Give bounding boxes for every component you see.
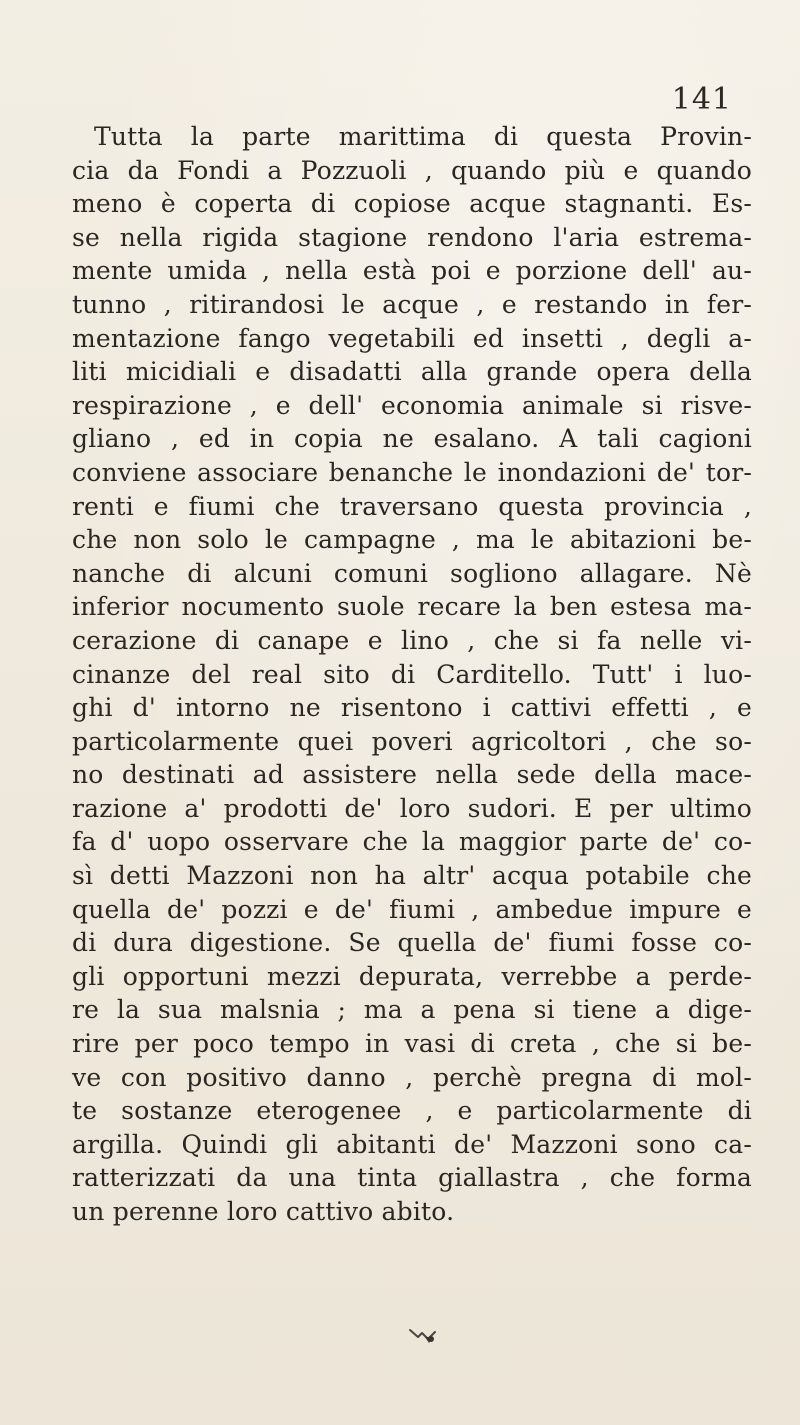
text-line: ve con positivo danno , perchè pregna di mol- xyxy=(72,1062,752,1092)
text-line: quella de' pozzi e de' fiumi , ambedue impure e xyxy=(72,894,752,924)
text-line: Tutta la parte marittima di questa Provin- xyxy=(94,122,752,151)
text-line: re la sua malsnia ; ma a pena si tiene a dige- xyxy=(72,995,752,1025)
text-line: conviene associare benanche le inondazioni de' tor- xyxy=(72,457,752,487)
text-line: cinanze del real sito di Carditello. Tutt' i luo- xyxy=(72,659,752,689)
text-line: che non solo le campagne , ma le abitazioni be- xyxy=(72,525,752,555)
text-line: particolarmente quei poveri agricoltori , che so- xyxy=(72,726,752,756)
text-line: gli opportuni mezzi depurata, verrebbe a perde- xyxy=(72,961,752,991)
text-line: rire per poco tempo in vasi di creta , che si be- xyxy=(72,1029,752,1059)
text-line: di dura digestione. Se quella de' fiumi fosse co- xyxy=(72,928,752,958)
body-text xyxy=(72,120,752,1229)
text-line: nanche di alcuni comuni sogliono allagare. Nè xyxy=(72,558,752,588)
text-line: cerazione di canape e lino , che si fa nelle vi- xyxy=(72,625,752,655)
text-line: sì detti Mazzoni non ha altr' acqua potabile che xyxy=(72,861,752,891)
text-line: ghi d' intorno ne risentono i cattivi effetti , e xyxy=(72,693,752,723)
text-line: te sostanze eterogenee , e particolarmente di xyxy=(72,1096,752,1126)
page-number: 141 xyxy=(671,82,732,117)
text-line: mente umida , nella està poi e porzione dell' au- xyxy=(72,256,752,286)
text-line: tunno , ritirandosi le acque , e restando in fer- xyxy=(72,289,752,319)
text-line: liti micidiali e disadatti alla grande opera della xyxy=(72,357,752,387)
text-line: no destinati ad assistere nella sede della mace- xyxy=(72,760,752,790)
text-line: ratterizzati da una tinta giallastra , che forma xyxy=(72,1163,752,1193)
text-line: mentazione fango vegetabili ed insetti , degli a- xyxy=(72,323,752,353)
ink-smudge-icon xyxy=(408,1324,438,1348)
text-line: se nella rigida stagione rendono l'aria estrema- xyxy=(72,222,752,252)
text-line: inferior nocumento suole recare la ben estesa ma- xyxy=(72,592,752,622)
text-line: respirazione , e dell' economia animale si risve- xyxy=(72,390,752,420)
text-line: un perenne loro cattivo abito. xyxy=(72,1197,455,1226)
text-line: meno è coperta di copiose acque stagnanti. Es- xyxy=(72,189,752,219)
text-line: fa d' uopo osservare che la maggior parte de' co- xyxy=(72,827,752,857)
text-line: renti e fiumi che traversano questa provincia , xyxy=(72,491,752,521)
text-line: argilla. Quindi gli abitanti de' Mazzoni sono ca- xyxy=(72,1129,752,1159)
text-line: cia da Fondi a Pozzuoli , quando più e quando xyxy=(72,155,752,185)
text-line: gliano , ed in copia ne esalano. A tali cagioni xyxy=(72,424,752,454)
text-line: razione a' prodotti de' loro sudori. E per ultimo xyxy=(72,793,752,823)
